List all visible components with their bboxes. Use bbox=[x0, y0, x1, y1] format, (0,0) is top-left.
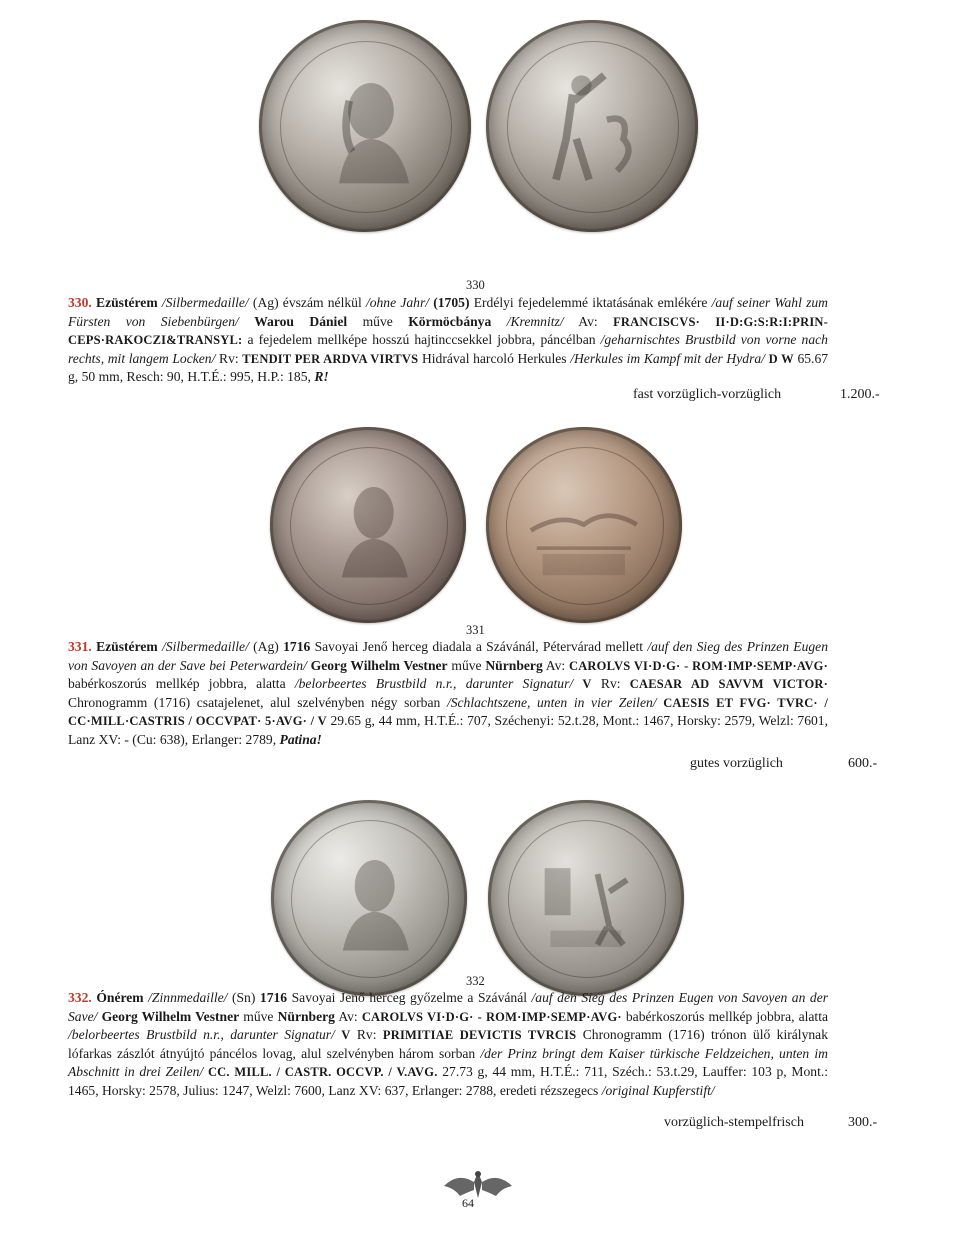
metal: (Ag) bbox=[253, 639, 279, 654]
price: 600.- bbox=[848, 756, 878, 771]
laureate-bust-icon bbox=[309, 456, 427, 593]
image-number: 332 bbox=[466, 974, 485, 988]
description-de: /auf seiner Wahl zum Fürsten von Siebenbürgen/ bbox=[68, 295, 828, 329]
reverse-legend: PRIMITIAE DEVICTIS TVRCIS bbox=[382, 1028, 577, 1043]
obverse-description-hu: babérkoszorús mellkép jobbra, alatta bbox=[625, 1008, 829, 1024]
signature: D W bbox=[768, 351, 794, 366]
portrait-bust-icon bbox=[301, 52, 428, 200]
medal-type: Ónérem bbox=[96, 990, 144, 1005]
price: 1.200.- bbox=[840, 387, 880, 402]
herakles-hydra-icon bbox=[528, 52, 655, 200]
reverse-legend: CAESAR AD SAVVM VICTOR· bbox=[629, 677, 828, 692]
lot-entry-331 bbox=[68, 638, 828, 750]
grade: fast vorzüglich-vorzüglich bbox=[633, 387, 782, 402]
mint-place-de: /Kremnitz/ bbox=[506, 313, 564, 329]
coin-332-obverse bbox=[271, 800, 467, 996]
year: 1716 bbox=[283, 639, 311, 654]
coin-332-reverse bbox=[488, 800, 684, 996]
obverse-legend: CAROLVS VI·D·G· - ROM·IMP·SEMP·AVG· bbox=[568, 658, 828, 673]
price: 300.- bbox=[848, 1115, 878, 1130]
obverse-label: Av: bbox=[545, 657, 566, 673]
grade: gutes vorzüglich bbox=[690, 756, 783, 771]
description-hu: Savoyai Jenő herceg győzelme a Szávánál bbox=[291, 990, 528, 1005]
rarity: R! bbox=[314, 369, 329, 385]
image-number: 330 bbox=[466, 278, 485, 292]
references: 29.65 g, 44 mm, H.T.É.: 707, Széchenyi: 52.t.28, Mont.: 1467, Horsky: 2579, Welzl: 7601, Lanz XV: - (Cu: 638), Erlanger: 2789, bbox=[68, 713, 828, 747]
coin-331-obverse bbox=[270, 427, 466, 623]
obverse-label: Av: bbox=[338, 1008, 358, 1024]
metal: (Sn) bbox=[231, 990, 256, 1005]
coin-330-obverse bbox=[259, 20, 471, 232]
mint-place: Nürnberg bbox=[485, 657, 543, 673]
obverse-legend: CAROLVS VI·D·G· - ROM·IMP·SEMP·AVG· bbox=[361, 1009, 622, 1024]
year: (1705) bbox=[433, 295, 470, 310]
obverse-description-de: /belorbeertes Brustbild n.r., darunter Signatur/ bbox=[68, 1027, 335, 1043]
medal-type: Ezüstérem bbox=[96, 295, 158, 310]
battle-scene-icon bbox=[525, 456, 643, 593]
obverse-description-hu: babérkoszorús mellkép jobbra, alatta bbox=[68, 676, 286, 692]
reverse-description-de: /Herkules im Kampf mit der Hydra/ bbox=[570, 350, 765, 366]
artist-suffix: műve bbox=[362, 313, 393, 329]
obverse-description-de: /geharnischtes Brustbild von vorne nach rechts, mit langem Locken/ bbox=[68, 332, 828, 366]
medal-type-de: /Zinnmedaille/ bbox=[148, 990, 228, 1005]
obverse-label: Av: bbox=[578, 313, 598, 329]
lot-number: 332. bbox=[68, 990, 92, 1005]
lot-entry-330 bbox=[68, 294, 828, 387]
medal-type-de: /Silbermedaille/ bbox=[161, 295, 249, 310]
mint-place: Körmöcbánya bbox=[408, 313, 492, 329]
lot-number: 331. bbox=[68, 639, 92, 654]
artist: Georg Wilhelm Vestner bbox=[101, 1008, 240, 1024]
reverse-label: Rv: bbox=[600, 676, 621, 692]
exergue-legend: CAESIS ET FVG· TVRC· / CC·MILL·CASTRIS / OCCVPAT· 5·AVG· / V bbox=[68, 695, 829, 729]
reverse-description-hu: Chronogramm (1716) csatajelenet, alul szelvényben négy sorban bbox=[68, 694, 441, 710]
obverse-signature: V bbox=[582, 677, 592, 692]
medal-type: Ezüstérem bbox=[96, 639, 158, 654]
lot-entry-332 bbox=[68, 989, 828, 1101]
note-de: /original Kupferstift/ bbox=[601, 1082, 715, 1098]
reverse-label: Rv: bbox=[356, 1027, 377, 1043]
artist: Georg Wilhelm Vestner bbox=[310, 657, 448, 673]
grade: vorzüglich-stempelfrisch bbox=[664, 1115, 804, 1130]
obverse-legend: FRANCISCVS· II·D:G:S:R:I:PRIN-CEPS·RAKOCZI&TRANSYL: bbox=[68, 314, 828, 348]
description-hu: Savoyai Jenő herceg diadala a Szávánál, Pétervárad mellett bbox=[314, 639, 644, 654]
lot-number: 330. bbox=[68, 295, 92, 310]
reverse-label: Rv: bbox=[219, 350, 239, 366]
image-number: 331 bbox=[466, 623, 485, 637]
references: 27.73 g, 44 mm, H.T.É.: 711, Széch.: 53.t.29, Lauffer: 103 p, Mont.: 1465, Horsky: 2578, Julius: 1247, Welzl: 7600, Lanz XV: 637, Erlanger: 2788, eredeti rézszegecs bbox=[68, 1064, 829, 1098]
obverse-signature: V bbox=[341, 1028, 351, 1043]
laureate-bust-icon bbox=[310, 829, 428, 966]
reverse-description-de: /der Prinz bringt dem Kaiser türkische Feldzeichen, unten im Abschnitt in drei Zeilen/ bbox=[68, 1045, 828, 1080]
description-de: /auf den Sieg des Prinzen Eugen von Savoyen an der Save/ bbox=[68, 990, 829, 1024]
metal: (Ag) évszám nélkül bbox=[252, 295, 362, 310]
throne-knight-icon bbox=[527, 829, 645, 966]
obverse-description-hu: a fejedelem mellképe hosszú hajtinccsekkel jobbra, páncélban bbox=[247, 332, 596, 348]
reverse-legend: TENDIT PER ARDVA VIRTVS bbox=[242, 351, 419, 366]
description-hu: Erdélyi fejedelemmé iktatásának emlékére bbox=[473, 295, 708, 310]
references: 65.67 g, 50 mm, Resch: 90, H.T.É.: 995, H.P.: 185, bbox=[68, 350, 829, 385]
nodate-de: /ohne Jahr/ bbox=[365, 295, 430, 310]
reverse-description-hu: Chronogramm (1716) trónon ülő királynak lófarkas zászlót átnyújtó páncélos lovag, alul szelvényben három sorban bbox=[68, 1027, 828, 1061]
description-de: /auf den Sieg des Prinzen Eugen von Savoyen an der Save bei Peterwardein/ bbox=[68, 639, 828, 673]
reverse-description-de: /Schlachtszene, unten in vier Zeilen/ bbox=[446, 694, 657, 710]
griffin-emblem-icon bbox=[438, 1168, 518, 1204]
reverse-description-hu: Hidrával harcoló Herkules bbox=[421, 350, 567, 366]
obverse-description-de: /belorbeertes Brustbild n.r., darunter Signatur/ bbox=[294, 676, 574, 692]
page-number: 64 bbox=[462, 1196, 474, 1210]
exergue-legend: CC. MILL. / CASTR. OCCVP. / V.AVG. bbox=[207, 1065, 438, 1080]
mint-place: Nürnberg bbox=[277, 1008, 335, 1024]
artist: Warou Dániel bbox=[254, 313, 348, 329]
year: 1716 bbox=[259, 990, 288, 1005]
coin-330-reverse bbox=[486, 20, 698, 232]
note: Patina! bbox=[279, 731, 322, 747]
coin-331-reverse bbox=[486, 427, 682, 623]
artist-suffix: műve bbox=[451, 657, 482, 673]
medal-type-de: /Silbermedaille/ bbox=[162, 639, 249, 654]
artist-suffix: műve bbox=[243, 1008, 274, 1024]
